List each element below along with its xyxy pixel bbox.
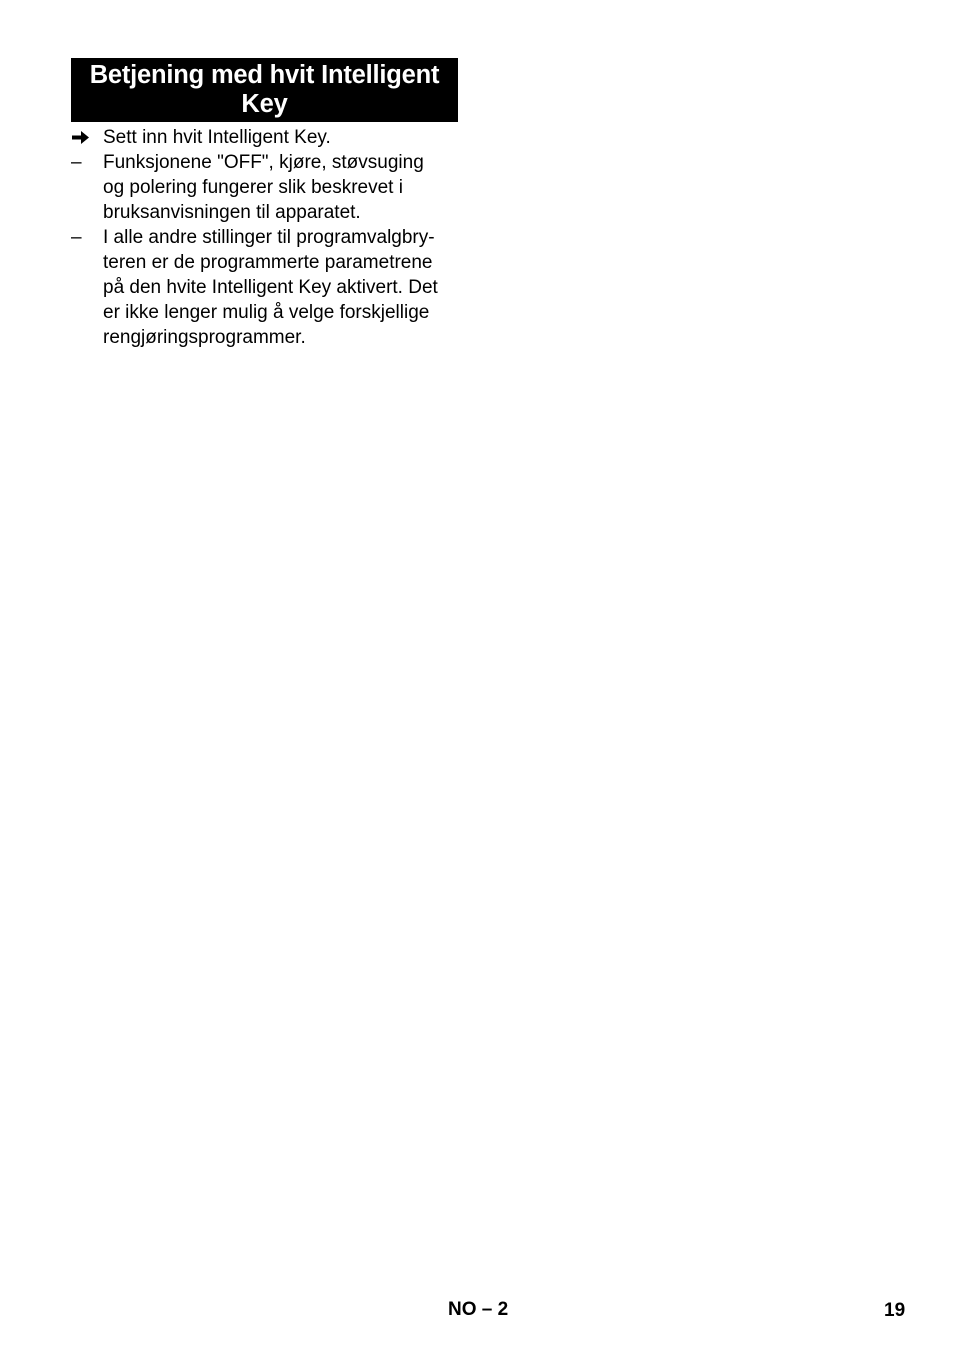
instruction-list	[71, 125, 461, 350]
list-item-line: bruksanvisningen til apparatet.	[103, 202, 361, 223]
step-text-line: Sett inn hvit Intelligent Key.	[103, 127, 331, 148]
section-heading-line-2: Key	[241, 90, 288, 118]
list-item-line: Funksjonene "OFF", kjøre, støvsuging	[103, 152, 424, 173]
footer-page-number: 19	[884, 1300, 906, 1321]
section-heading-line-1: Betjening med hvit Intelligent	[89, 61, 440, 89]
list-item-line: teren er de programmerte parametrene	[103, 252, 433, 273]
footer-section-label: NO – 2	[448, 1299, 509, 1320]
dash-bullet: –	[71, 152, 82, 173]
dash-bullet: –	[71, 227, 82, 248]
list-item-line: og polering fungerer slik beskrevet i	[103, 177, 403, 198]
list-item	[71, 150, 461, 225]
list-item	[71, 225, 461, 350]
list-item-line: I alle andre stillinger til programvalgbry-	[103, 227, 435, 248]
list-item-line: er ikke lenger mulig å velge forskjellige	[103, 302, 430, 323]
instruction-step	[71, 125, 461, 150]
section-heading	[71, 58, 458, 122]
list-item-line: på den hvite Intelligent Key aktivert. Det	[103, 277, 438, 298]
list-item-line: rengjøringsprogrammer.	[103, 327, 306, 348]
